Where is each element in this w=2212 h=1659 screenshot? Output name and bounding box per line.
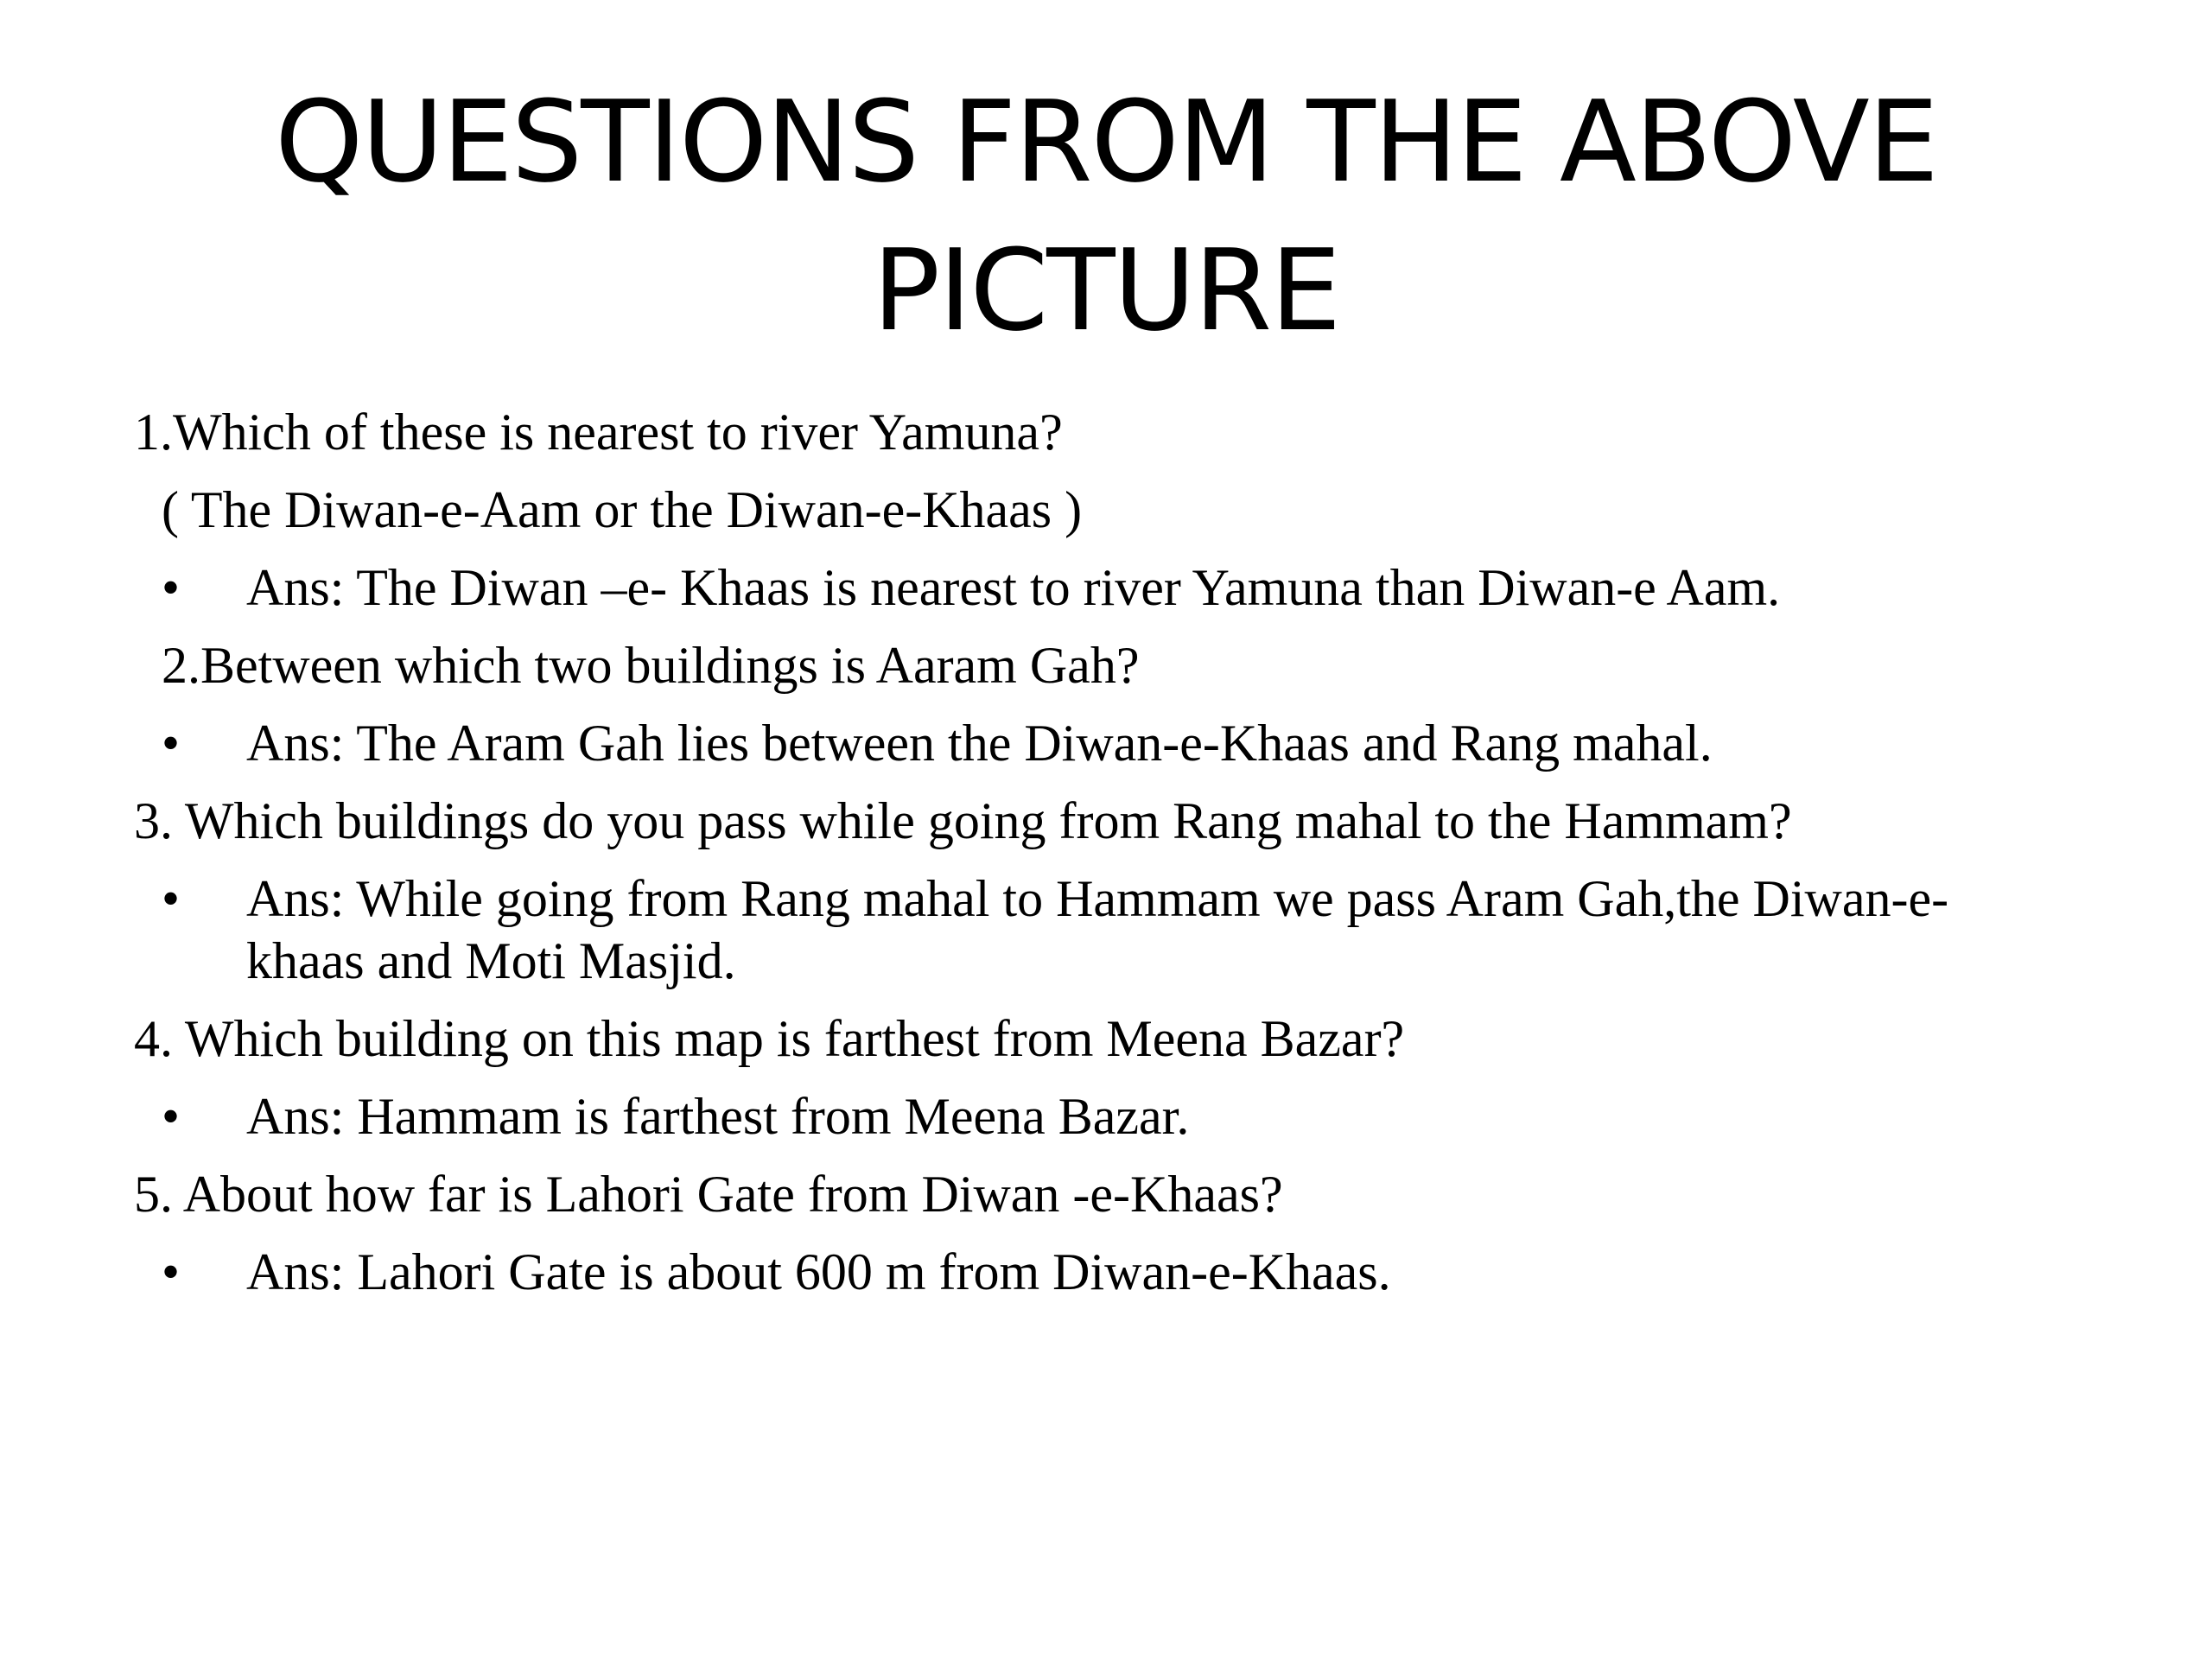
question-5: 5. About how far is Lahori Gate from Diwan -e-Khaas? (134, 1166, 1283, 1223)
question-3: 3. Which buildings do you pass while going from Rang mahal to the Hammam? (134, 792, 1792, 849)
bullet-icon: • (162, 1243, 181, 1300)
answer-2: Ans: The Aram Gah lies between the Diwan-e-Khaas and Rang mahal. (246, 715, 1713, 772)
slide-title-line-2: PICTURE (872, 225, 1340, 356)
question-1-options: ( The Diwan-e-Aam or the Diwan-e-Khaas ) (162, 481, 1083, 538)
answer-5: Ans: Lahori Gate is about 600 m from Diwan-e-Khaas. (246, 1243, 1391, 1300)
question-1: 1.Which of these is nearest to river Yamuna? (134, 404, 1063, 461)
bullet-icon: • (162, 715, 181, 772)
question-2: 2.Between which two buildings is Aaram Gah? (162, 637, 1140, 694)
bullet-icon: • (162, 870, 181, 927)
bullet-icon: • (162, 559, 181, 616)
bullet-icon: • (162, 1088, 181, 1145)
answer-3-line-2: khaas and Moti Masjid. (246, 932, 736, 989)
question-4: 4. Which building on this map is farthest from Meena Bazar? (134, 1010, 1405, 1067)
answer-1: Ans: The Diwan –e- Khaas is nearest to river Yamuna than Diwan-e Aam. (246, 559, 1781, 616)
slide-title-line-1: QUESTIONS FROM THE ABOVE (275, 76, 1937, 207)
answer-3-line-1: Ans: While going from Rang mahal to Hammam we pass Aram Gah,the Diwan-e- (246, 870, 1949, 927)
answer-4: Ans: Hammam is farthest from Meena Bazar. (246, 1088, 1190, 1145)
